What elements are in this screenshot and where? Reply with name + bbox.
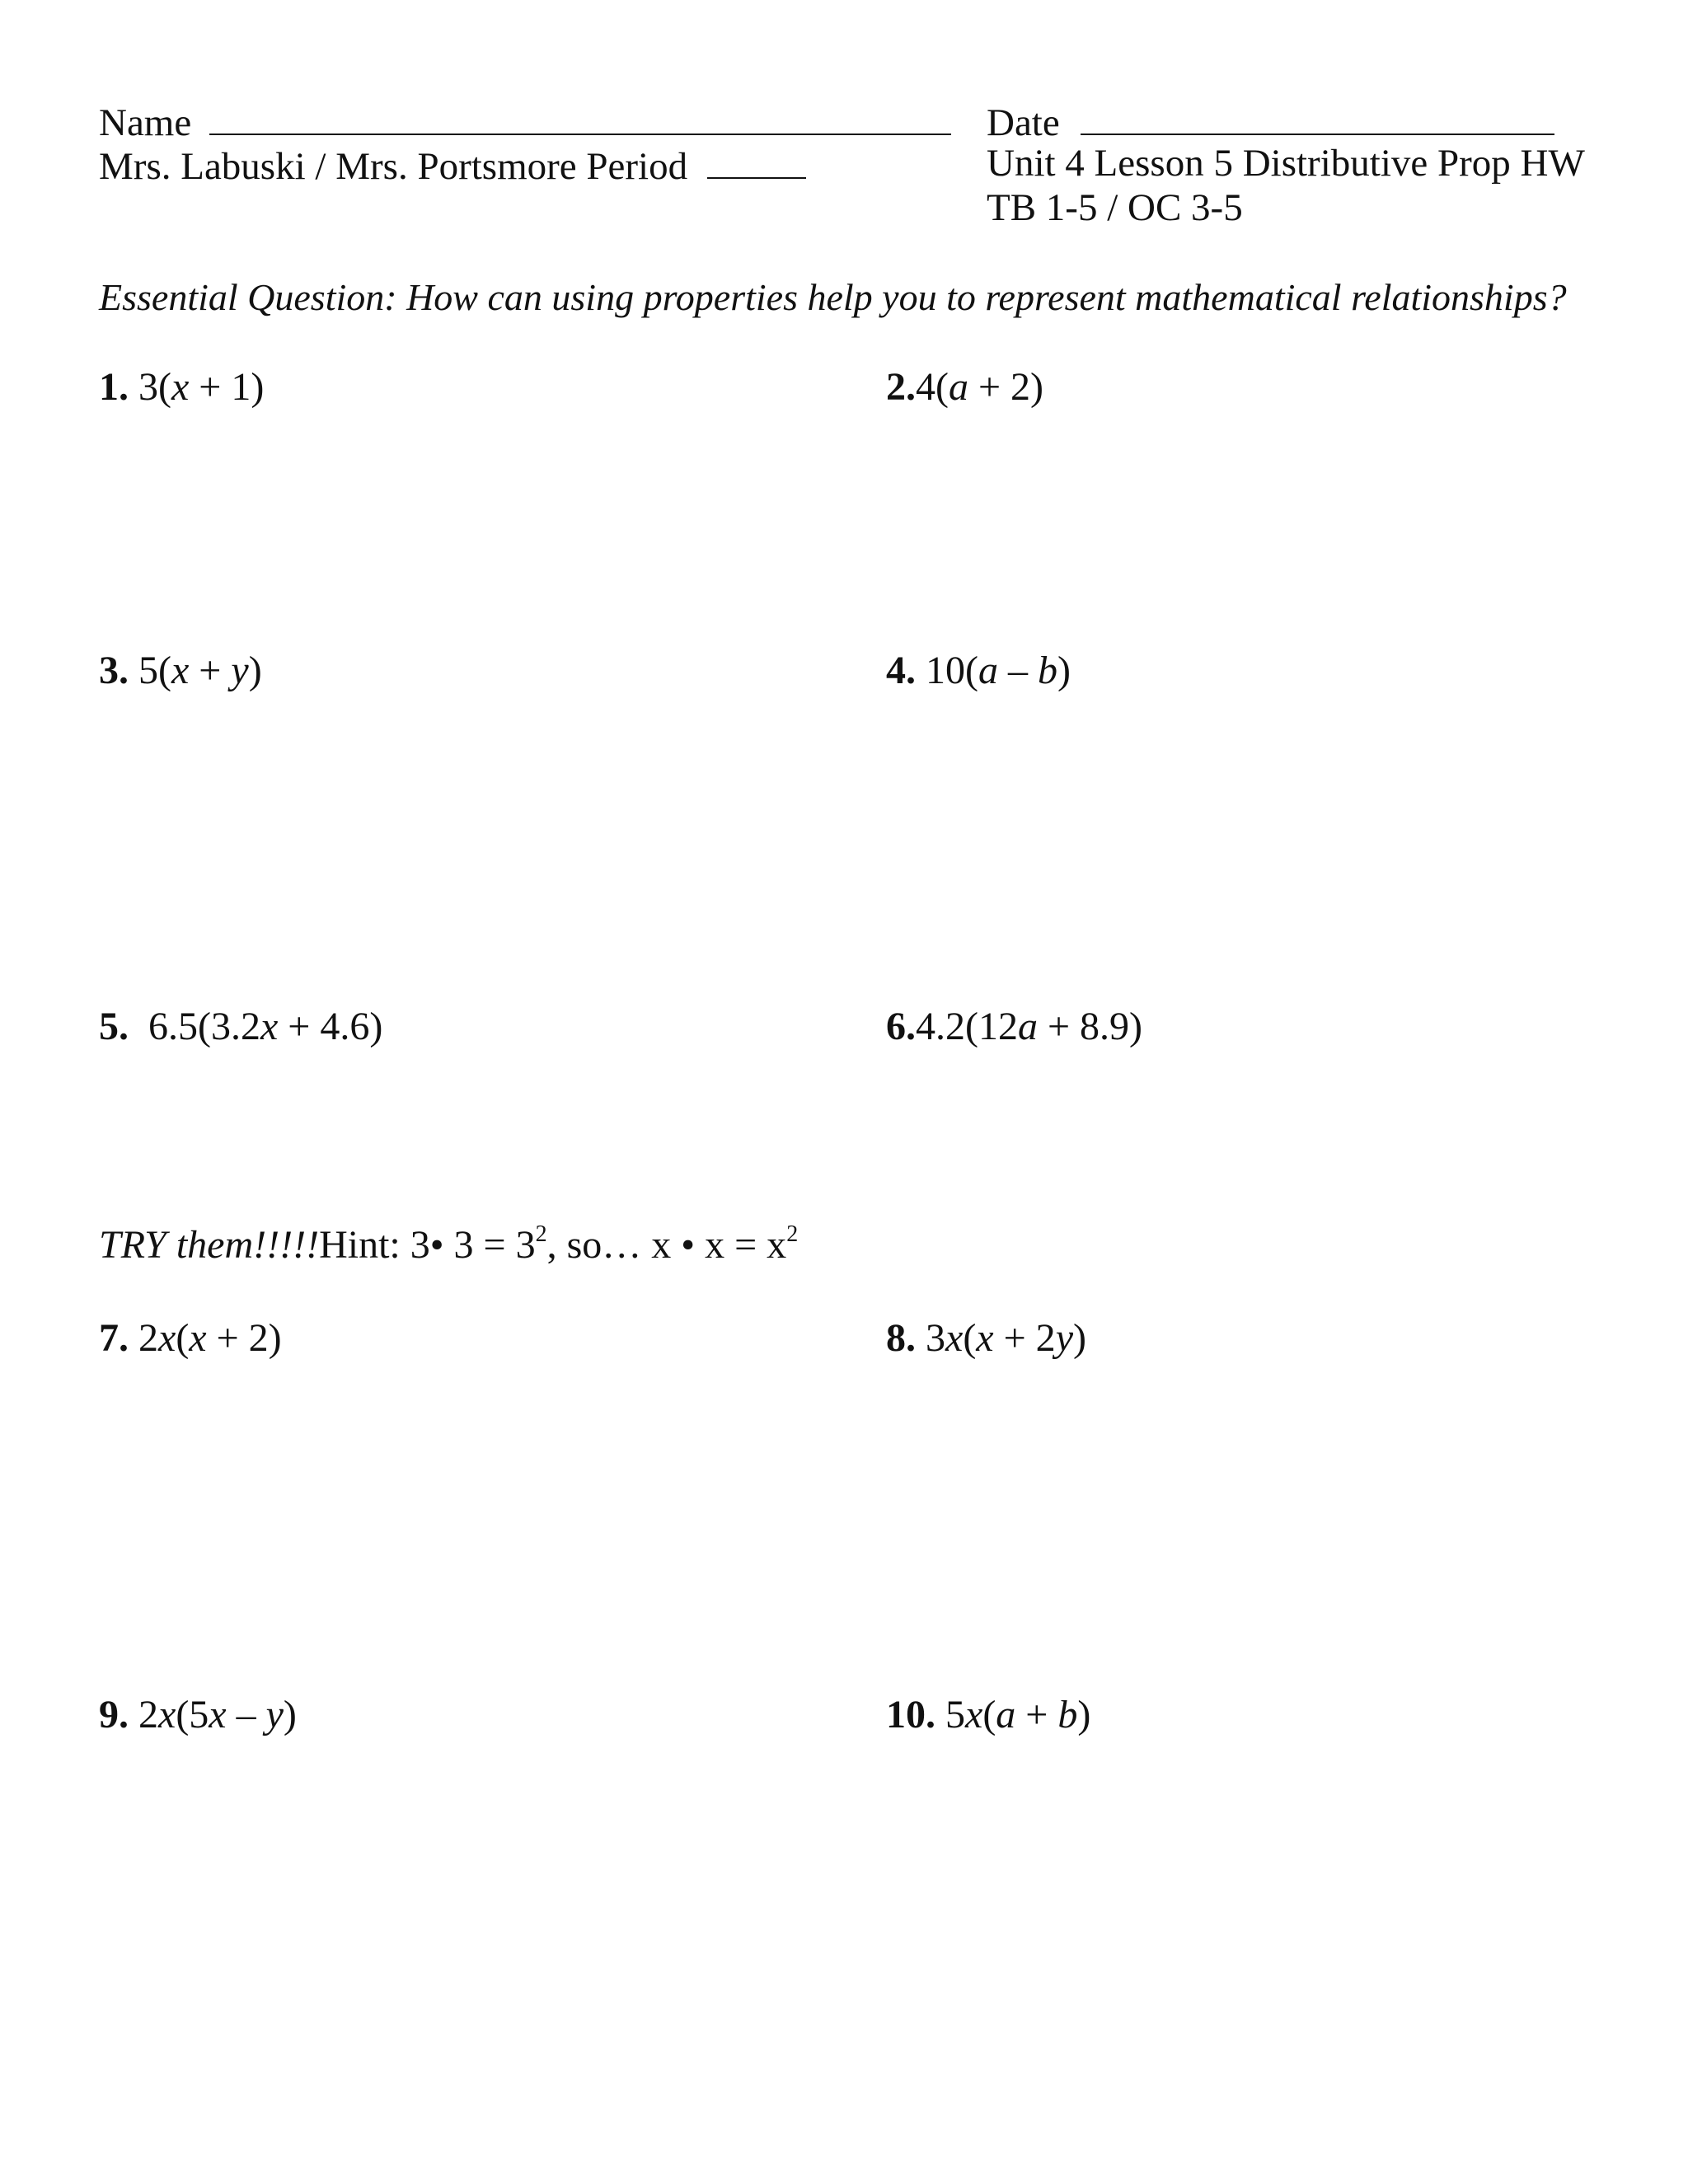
problem-6: 6.4.2(12a + 8.9) [886, 1005, 1143, 1048]
exponent: 2 [535, 1221, 547, 1247]
hint-text: Hint: 3• 3 = 3 [319, 1223, 536, 1267]
problem-number: 9. [99, 1693, 129, 1736]
teacher-period-field[interactable] [99, 144, 806, 186]
problem-number: 6. [886, 1005, 916, 1048]
hint-line: TRY them!!!!!Hint: 3• $3 = 3^2$, so… x • $x = x^2$ [99, 1221, 799, 1267]
period-blank-line[interactable] [707, 144, 806, 179]
problem-1: 1. 3(x + 1) [99, 365, 265, 409]
essential-question: Essential Question: How can using properties help you to represent mathematical relationships? [99, 276, 1567, 318]
name-field[interactable] [99, 101, 951, 143]
name-blank-line[interactable] [209, 101, 951, 135]
problem-number: 5. [99, 1005, 129, 1048]
problem-4: 4. 10(a – b) [886, 649, 1071, 692]
problem-number: 3. [99, 649, 129, 692]
name-label: Name [99, 101, 192, 144]
problem-number: 10. [886, 1693, 935, 1736]
problem-5: 5. 6.5(3.2x + 4.6) [99, 1005, 383, 1048]
problem-number: 8. [886, 1316, 916, 1360]
exponent: 2 [786, 1221, 799, 1247]
date-blank-line[interactable] [1081, 101, 1554, 135]
date-field[interactable] [987, 101, 1554, 143]
problem-7: 7. 2x(x + 2) [99, 1316, 282, 1360]
problem-number: 4. [886, 649, 916, 692]
problem-10: 10. 5x(a + b) [886, 1693, 1091, 1736]
unit-title: Unit 4 Lesson 5 Distributive Prop HW [987, 142, 1585, 185]
problem-8: 8. 3x(x + 2y) [886, 1316, 1086, 1360]
problem-number: 1. [99, 365, 129, 409]
problem-9: 9. 2x(5x – y) [99, 1693, 297, 1736]
try-them-text: TRY them!!!!! [99, 1223, 320, 1267]
problem-3: 3. 5(x + y) [99, 649, 262, 692]
teacher-line: Mrs. Labuski / Mrs. Portsmore Period [99, 145, 688, 188]
problem-number: 7. [99, 1316, 129, 1360]
problem-2: 2.4(a + 2) [886, 365, 1044, 409]
problem-number: 2. [886, 365, 916, 409]
assignment-ref: TB 1-5 / OC 3-5 [987, 186, 1243, 229]
date-label: Date [987, 101, 1060, 144]
